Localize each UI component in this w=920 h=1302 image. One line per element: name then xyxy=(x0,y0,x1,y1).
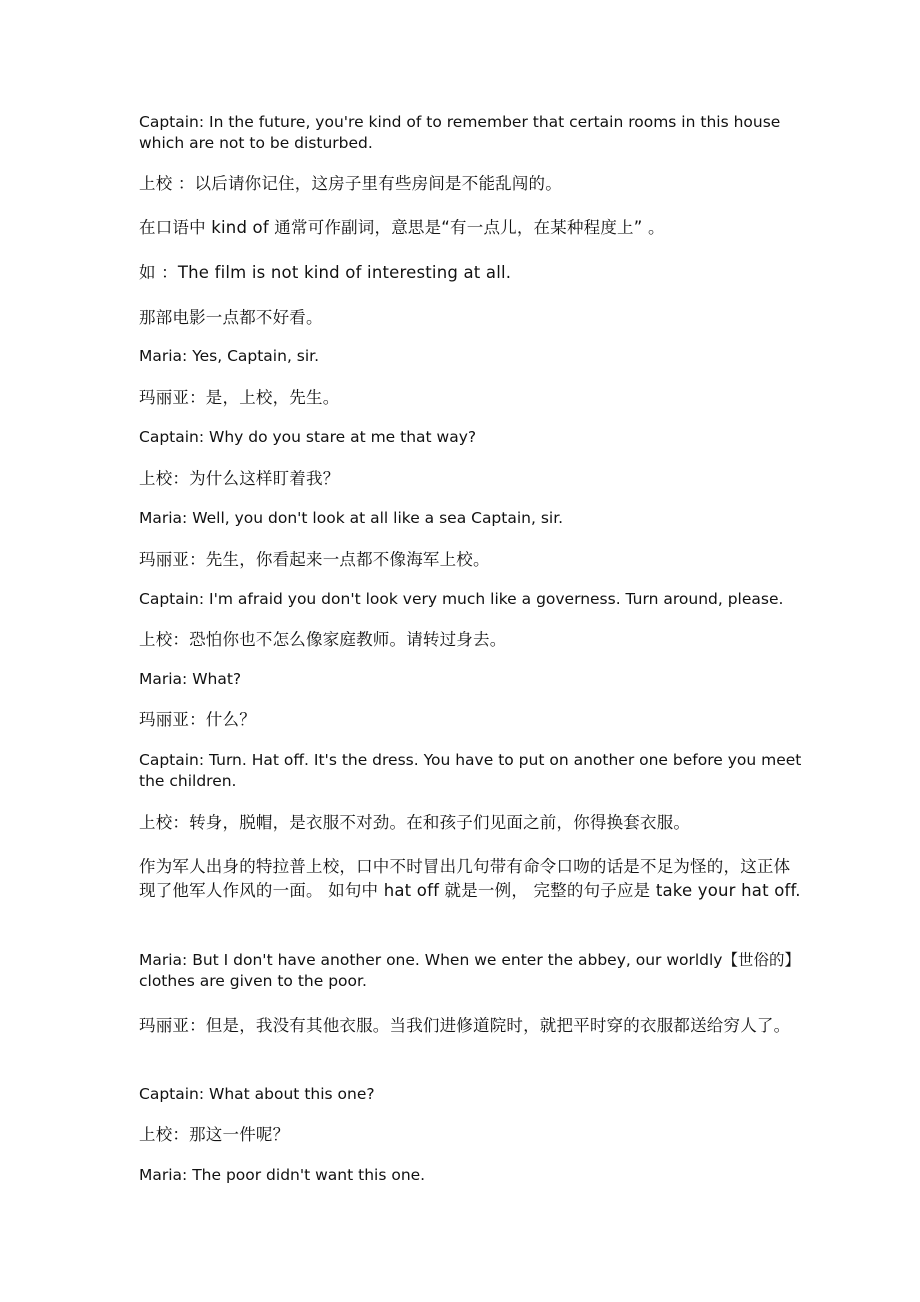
paragraph-captain-stare: Captain: Why do you stare at me that way? xyxy=(139,428,477,446)
paragraph-captain-rooms-zh: 上校 ：以后请你记住，这房子里有些房间是不能乱闯的。 xyxy=(139,174,562,193)
paragraph-maria-sea-captain-zh: 玛丽亚：先生，你看起来一点都不像海军上校。 xyxy=(139,550,490,569)
paragraph-maria-yes: Maria: Yes, Captain, sir. xyxy=(139,347,320,365)
paragraph-captain-this-one: Captain: What about this one? xyxy=(139,1085,375,1103)
paragraph-captain-this-one-zh: 上校：那这一件呢？ xyxy=(139,1125,290,1144)
paragraph-kind-of-note: 在口语中 kind of 通常可作副词，意思是“有一点儿，在某种程度上” 。 xyxy=(139,218,665,237)
paragraph-captain-dress: Captain: Turn. Hat off. It's the dress. You have to put on another one before you meet the children. xyxy=(139,751,802,790)
paragraph-captain-rooms: Captain: In the future, you're kind of to remember that certain rooms in this house which are not to be disturbed. xyxy=(139,113,781,152)
paragraph-maria-poor: Maria: The poor didn't want this one. xyxy=(139,1166,426,1184)
paragraph-captain-governess: Captain: I'm afraid you don't look very much like a governess. Turn around, please. xyxy=(139,590,784,608)
paragraph-maria-abbey: Maria: But I don't have another one. When we enter the abbey, our worldly【世俗的】clothes are given to the poor. xyxy=(139,951,800,990)
paragraph-captain-governess-zh: 上校：恐怕你也不怎么像家庭教师。请转过身去。 xyxy=(139,630,507,649)
paragraph-maria-what: Maria: What? xyxy=(139,670,242,688)
paragraph-captain-stare-zh: 上校：为什么这样盯着我？ xyxy=(139,469,340,488)
paragraph-maria-abbey-zh: 玛丽亚：但是，我没有其他衣服。当我们进修道院时，就把平时穿的衣服都送给穷人了。 xyxy=(139,1016,791,1035)
paragraph-maria-sea-captain: Maria: Well, you don't look at all like a sea Captain, sir. xyxy=(139,509,564,527)
paragraph-hat-off-note: 作为军人出身的特拉普上校，口中不时冒出几句带有命令口吻的话是不足为怪的，这正体现了他军人作风的一面。 如句中 hat off 就是一例， 完整的句子应是 take your hat off. xyxy=(139,857,801,900)
paragraph-example-zh: 那部电影一点都不好看。 xyxy=(139,308,323,327)
paragraph-maria-what-zh: 玛丽亚：什么？ xyxy=(139,710,256,729)
paragraph-captain-dress-zh: 上校：转身，脱帽，是衣服不对劲。在和孩子们见面之前，你得换套衣服。 xyxy=(139,813,691,832)
paragraph-example: 如 ：The film is not kind of interesting at all. xyxy=(139,263,512,282)
paragraph-maria-yes-zh: 玛丽亚：是，上校，先生。 xyxy=(139,388,340,407)
